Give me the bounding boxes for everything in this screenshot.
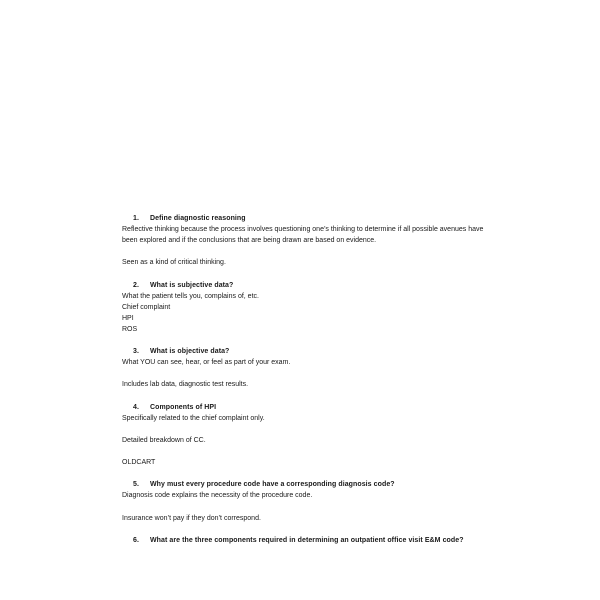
question-text: Components of HPI	[150, 403, 217, 411]
answer-paragraph: Detailed breakdown of CC.	[122, 436, 206, 444]
blank-line	[122, 268, 490, 279]
answer-paragraph: Seen as a kind of critical thinking.	[122, 259, 226, 267]
question-heading	[122, 280, 490, 291]
question-number: 3.	[133, 348, 139, 356]
question-block	[122, 280, 490, 347]
question-text: What is objective data?	[150, 348, 230, 356]
question-block	[122, 479, 490, 534]
blank-line	[122, 335, 490, 346]
answer-paragraph: Includes lab data, diagnostic test results.	[122, 381, 249, 389]
answer-paragraph: OLDCART	[122, 459, 156, 467]
answer-paragraph: Insurance won’t pay if they don’t correspond.	[122, 514, 261, 522]
question-block	[122, 535, 490, 546]
question-number: 5.	[133, 481, 139, 489]
answer-paragraph: Chief complaint	[122, 303, 171, 311]
question-heading	[122, 535, 490, 546]
question-number: 4.	[133, 403, 139, 411]
question-text: Why must every procedure code have a corresponding diagnosis code?	[150, 481, 395, 489]
question-number: 1.	[133, 215, 139, 222]
question-number: 2.	[133, 281, 139, 289]
question-heading	[122, 213, 490, 224]
answer-paragraph: HPI	[122, 314, 134, 322]
question-heading	[122, 346, 490, 357]
document-text-body	[122, 213, 490, 546]
question-text: What is subjective data?	[150, 281, 234, 289]
blank-line	[122, 446, 490, 457]
answer-paragraph: ROS	[122, 325, 138, 333]
question-text: What are the three components required in determining an outpatient office visit E&M code?	[150, 536, 464, 544]
question-text: Define diagnostic reasoning	[150, 215, 246, 222]
blank-line	[122, 468, 490, 479]
blank-line	[122, 368, 490, 379]
question-block	[122, 213, 490, 280]
question-block	[122, 402, 490, 480]
question-heading	[122, 402, 490, 413]
blank-line	[122, 424, 490, 435]
question-block	[122, 346, 490, 401]
answer-paragraph: What YOU can see, hear, or feel as part of your exam.	[122, 359, 291, 367]
question-heading	[122, 479, 490, 490]
question-number: 6.	[133, 536, 139, 544]
answer-paragraph: Reflective thinking because the process involves questioning one’s thinking to determine if all possible avenues have been explored and if the conclusions that are being drawn are based on evidence.	[122, 226, 484, 245]
blank-line	[122, 246, 490, 257]
blank-line	[122, 501, 490, 512]
answer-paragraph: Diagnosis code explains the necessity of the procedure code.	[122, 492, 313, 500]
blank-line	[122, 391, 490, 402]
answer-paragraph: What the patient tells you, complains of, etc.	[122, 292, 259, 300]
answer-paragraph: Specifically related to the chief complaint only.	[122, 414, 265, 422]
blank-line	[122, 524, 490, 535]
